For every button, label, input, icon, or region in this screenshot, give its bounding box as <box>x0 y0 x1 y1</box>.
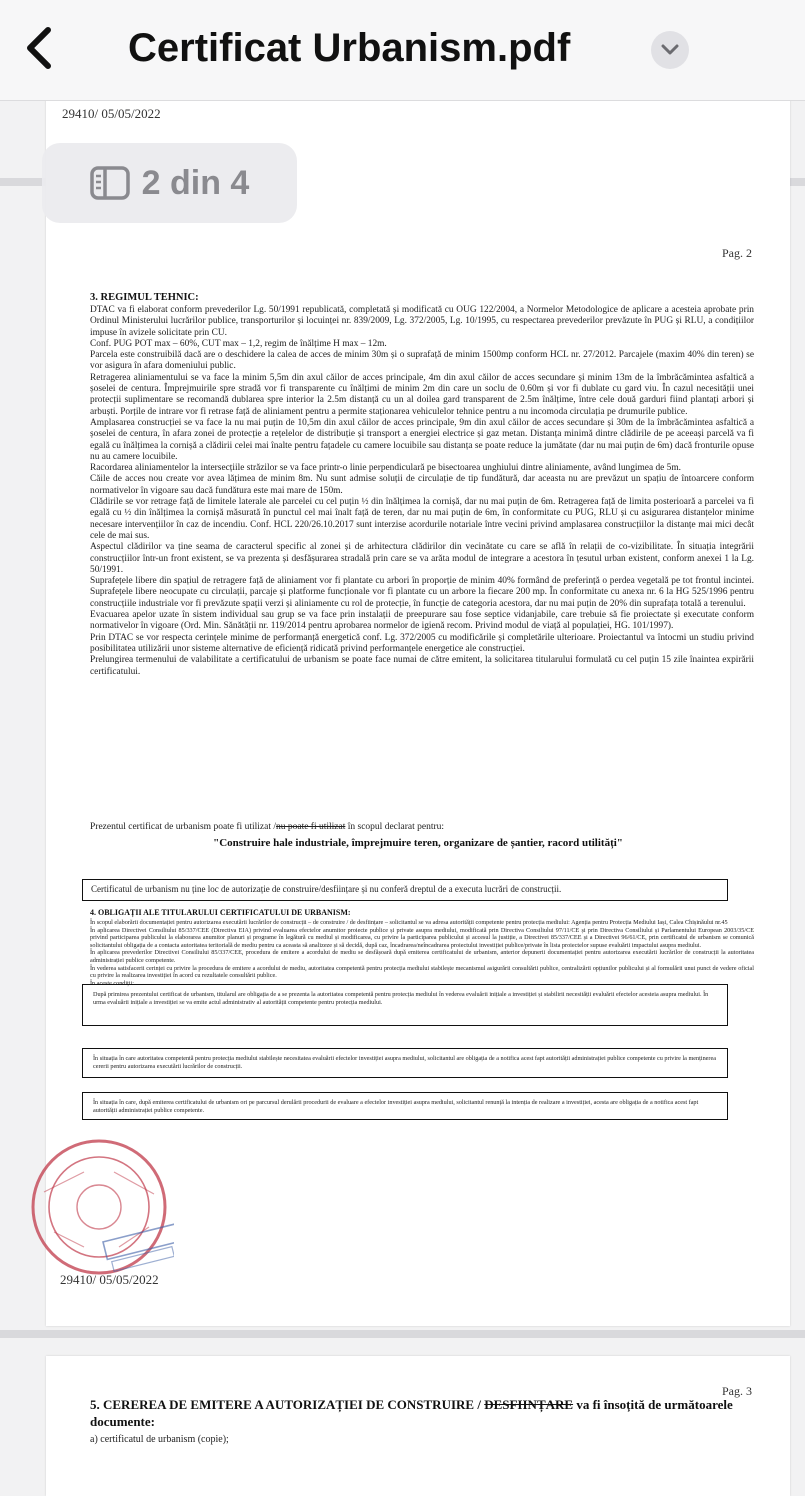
usage-statement-prefix: Prezentul certificat de urbanism poate fi utilizat / <box>90 822 276 832</box>
section-3-title: 3. REGIMUL TEHNIC: <box>90 292 199 303</box>
section-5-title-suffix: va fi însoțită de următoarele documente: <box>90 1397 733 1429</box>
document-title[interactable]: Certificat Urbanism.pdf <box>128 26 571 70</box>
usage-statement-suffix: în scopul declarat pentru: <box>345 822 445 832</box>
obligation-box-1: După primirea prezentului certificat de urbanism, titularul are obligația de a se prezenta la autoritatea competentă pentru protecția mediului în vederea evaluării inițiale a investiției și stabilirii necesității evaluării efectelor acesteia asupra mediului. În urma evaluării inițiale a investiției se va emite actul administrativ al autorității competente pentru protecția mediului. <box>82 984 728 1026</box>
page-indicator[interactable] <box>42 143 297 223</box>
paragraph: Clădirile se vor retrage față de limitele laterale ale parcelei cu cel puțin ½ din înălțimea la cornișă, dar nu mai puțin de 6m. Retragerea față de limita posterioară a parcelei va fi egală cu ½ din înălțimea la cornișă măsurată în punctul cel mai înalt față de teren, dar nu mai puțin de 6m, în conformitate cu PUG, RLU și cu asigurarea distanțelor minime necesare intervențiilor în caz de incendiu. Conf. HCL 220/26.10.2017 sunt interzise acordurile notariale între vecini privind amplasarea construcțiilor la distanțe mai mici decât cele de mai sus. <box>90 497 754 541</box>
required-document-item: a) certificatul de urbanism (copie); <box>90 1434 229 1445</box>
declared-purpose: "Construire hale industriale, împrejmuire teren, organizare de șantier, racord utilități" <box>213 837 623 849</box>
paragraph: Conf. PUG POT max – 60%, CUT max – 1,2, regim de înălțime H max – 12m. <box>90 338 387 349</box>
top-bar <box>0 0 805 101</box>
page-number: Pag. 2 <box>722 246 752 260</box>
paragraph: DTAC va fi elaborat conform prevederilor Lg. 50/1991 republicată, completată și modificată cu OUG 122/2004, a Normelor Metodologice de aplicare a acesteia aprobate prin Ordinul Ministerului lucrărilor publice, transporturilor și locuinței nr. 839/2009, Lg. 372/2005, Lg. 10/1995, cu respectarea prevederilor prevăzute în PUG și RLU, a condițiilor impuse în avizele solicitate prin CU. <box>90 305 754 338</box>
notice-box: Certificatul de urbanism nu ține loc de autorizație de construire/desființare și nu conferă dreptul de a executa lucrări de construcții. <box>82 879 728 901</box>
paragraph: Amplasarea construcției se va face la nu mai puțin de 10,5m din axul căilor de acces principale, 9m din axul căilor de acces secundare și 30m de la îmbrăcămintea asfaltică a șoselei de centura, în afara zonei de protecție a rețelelor de distribuție și transport a energiei electrice și gaz metan. Distanța minimă dintre clădirile de pe aceeași parcelă va fi egală cu înălțimea la cornișă a clădirii celei mai înalte pentru fațadele cu camere locuibile sau distanța se poate reduce la jumătate (dar nu mai puțin de 6m) dacă fronturile opuse nu au camere locuibile. <box>90 417 754 462</box>
usage-statement <box>90 822 444 832</box>
paragraph: În scopul elaborării documentației pentru autorizarea executării lucrărilor de construcții – de construire / de desființare – solicitantul se va adresa autorității competente pentru protecția mediului: Agenția pentru Protecția Mediului Iași, Calea Chișinăului nr.45 <box>90 919 728 926</box>
section-4-body <box>90 919 754 987</box>
paragraph: Căile de acces nou create vor avea lățimea de minim 8m. Nu sunt admise soluții de circulație de tip fundătură, dar aceasta nu are prevăzut un spațiu de întoarcere conform normativelor în vigoare sau dacă fundătura este mai mare de 150m. <box>90 474 754 496</box>
page-indicator-label: 2 din 4 <box>141 163 250 202</box>
paragraph: Racordarea aliniamentelor la intersecțiile străzilor se va face printr-o linie perpendiculară pe bisectoarea unghiului dintre aliniamente, având lungimea de 5m. <box>90 463 681 474</box>
obligation-box-3: În situația în care, după emiterea certificatului de urbanism ori pe parcursul derulării procedurii de evaluare a efectelor investiției asupra mediului, solicitantul renunță la intenția de realizare a investiției, acesta are obligația de a notifica acest fapt autorității administrației publice competente. <box>82 1092 728 1120</box>
section-5-title-struck: DESFIINȚARE <box>484 1397 574 1412</box>
pdf-page-2 <box>46 96 790 1326</box>
section-3-body <box>90 305 754 678</box>
section-5-title-prefix: 5. CEREREA DE EMITERE A AUTORIZAȚIEI DE CONSTRUIRE / <box>90 1397 485 1412</box>
back-button[interactable] <box>14 20 64 76</box>
document-reference-bottom: 29410/ 05/05/2022 <box>60 1272 159 1287</box>
title-menu-button[interactable] <box>651 31 689 69</box>
paragraph: În vederea satisfacerii cerinței cu privire la procedura de emitere a acordului de mediu, autoritatea competentă pentru protecția mediului stabilește mecanismul asigurării consultării publice, centralizării opțiunilor publicului și al formulării unui punct de vedere oficial cu privire la realizarea investiției în acord cu rezultatele consultării publice. <box>90 964 754 980</box>
paragraph: În aplicarea Directivei Consiliului 85/337/CEE (Directiva EIA) privind evaluarea efectelor anumitor proiecte publice și private asupra mediului, modificată prin Directiva Consiliului 97/11/CE și prin Directiva Consiliului și Parlamentului European 2003/35/CE privind participarea publicului la elaborarea anumitor planuri și programe în legătură cu mediul și modificarea, cu privire la participarea publicului și accesul la justiție, a Directivei 85/337/CEE și a Directivei 96/61/CE, prin certificatul de urbanism se comunică solicitantului obligația de a contacta autoritatea teritorială de mediu pentru ca aceasta să analizeze și să decidă, după caz, încadrarea/neîncadrarea proiectului investiției publice/private în lista proiectelor supuse evaluării impactului asupra mediului. <box>90 926 754 949</box>
obligation-box-2: În situația în care autoritatea competentă pentru protecția mediului stabilește necesitatea evaluării efectelor investiției asupra mediului, solicitantul are obligația de a notifica acest fapt autorității administrației publice competente cu privire la menținerea cererii pentru autorizarea executării lucrărilor de construcții. <box>82 1048 728 1078</box>
paragraph: Parcela este construibilă dacă are o deschidere la calea de acces de minim 30m și o suprafață de minim 1500mp conform HCL nr. 27/2012. Parcajele (maxim 40% din teren) se vor asigura în afara domeniului public. <box>90 350 754 372</box>
page-separator <box>0 1330 805 1338</box>
paragraph: Aspectul clădirilor va ține seama de caracterul specific al zonei și de arhitectura clădirilor din vecinătate cu care se află în relații de co-vizibilitate. În situația integrării construcțiilor într-un front existent, se va prezenta și desfășurarea stradală prin care se va arăta modul de integrare a acestora în țesutul urban existent, conform anexei 1 la Lg. 50/1991. <box>90 542 754 575</box>
paragraph: Evacuarea apelor uzate în sistem individual sau grup se va face prin instalații de preepurare sau fose septice vidanjabile, care trebuie să fie proiectate și executate conform normativelor în vigoare (Ord. Min. Sănătății nr. 119/2014 pentru aprobarea normelor de igienă recom. Privind modul de viață al populației, HG. 101/1997). <box>90 610 754 632</box>
section-5-title <box>90 1396 750 1430</box>
paragraph: În aplicarea prevederilor Directivei Consiliului 85/337/CEE, procedura de emitere a acordului de mediu se desfășoară după emiterea certificatului de urbanism, anterior depunerii documentației pentru autorizarea executării lucrărilor de construcții la autoritatea administrației publice competente. <box>90 949 754 964</box>
section-4-title: 4. OBLIGAȚII ALE TITULARULUI CERTIFICATULUI DE URBANISM: <box>90 908 351 917</box>
paragraph: Prelungirea termenului de valabilitate a certificatului de urbanism se poate face numai de către emitent, la solicitarea titularului formulată cu cel puțin 15 zile înaintea expirării certificatului. <box>90 655 754 677</box>
official-seal-stamp-icon <box>24 1132 174 1282</box>
paragraph: Suprafețele libere din spațiul de retragere față de aliniament vor fi plantate cu arbori în proporție de minim 40% formând de preferință o perdea vegetală pe tot frontul incintei. Suprafețele libere neocupate cu circulații, parcaje și platforme funcționale vor fi plantate cu un arbore la fiecare 200 mp. În conformitate cu anexa nr. 6 la HG 525/1996 pentru construcțiile industriale vor fi prevăzute spații verzi și aliniamente cu rol de protecție, în funcție de categoria acestora, dar nu mai puțin de 20% din suprafața totală a terenului. <box>90 576 754 609</box>
page-number: Pag. 3 <box>722 1384 752 1398</box>
chevron-down-icon <box>661 44 679 56</box>
sidebar-icon <box>90 166 130 200</box>
paragraph: Prin DTAC se vor respecta cerințele minime de performanță energetică conf. Lg. 372/2005 cu modificările și completările ulterioare. Proiectantul va întocmi un studiu privind posibilitatea utilizării unor sisteme alternative de eficiență ridicată privind performanțele energetice ale construcției. <box>90 632 754 654</box>
chevron-left-icon <box>24 26 54 70</box>
paragraph: Retragerea aliniamentului se va face la minim 5,5m din axul căilor de acces principale, 4m din axul căilor de acces secundare și minim 13m de la îmbrăcămintea asfaltică a șoselei de centura. Împrejmuirile spre stradă vor fi transparente cu înălțimi de minim 2m din care un soclu de 0.60m și vor fi dublate cu gard viu. În cazul necesității unei protecții suplimentare se recomandă dublarea spre interior la 2.5m distanță cu un al doilea gard transparent de 2.5m înălțime, între cele două garduri fiind plantați arbori și arbuști. Porțile de intrare vor fi retrase față de aliniament pentru a permite staționarea vehiculelor tehnice pentru a nu incomoda circulația pe drumurile publice. <box>90 372 754 417</box>
document-reference-top: 29410/ 05/05/2022 <box>62 106 161 121</box>
pdf-page-3 <box>46 1356 790 1496</box>
usage-statement-struck: nu poate fi utilizat <box>275 822 346 832</box>
paragraph: În aceste condiții: <box>90 979 134 987</box>
